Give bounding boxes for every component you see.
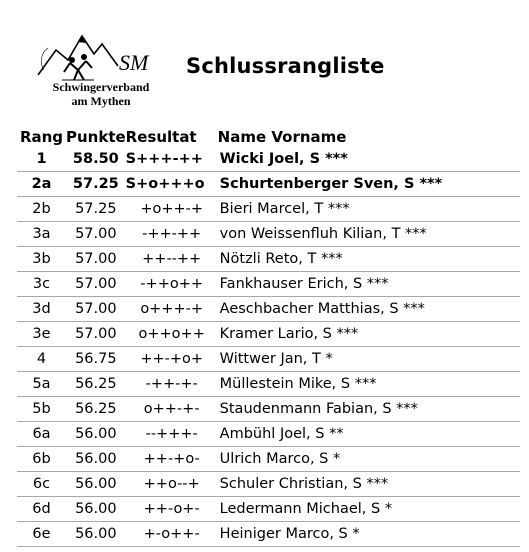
name-cell: Ulrich Marco, S * (218, 447, 520, 472)
points-cell: 56.00 (66, 422, 126, 447)
column-header-rang: Rang (19, 127, 64, 146)
name-cell: Fankhauser Erich, S *** (218, 272, 520, 297)
table-row (17, 397, 520, 422)
rank-cell: 3d (17, 297, 66, 322)
result-cell: +-o++- (126, 522, 218, 547)
points-cell: 57.00 (66, 222, 126, 247)
result-cell: o++o++ (126, 322, 218, 347)
result-cell: S+o+++o (126, 172, 218, 197)
name-cell: Nötzli Reto, T *** (218, 247, 520, 272)
result-cell: +o++-+ (126, 197, 218, 222)
result-cell: -++-+- (126, 372, 218, 397)
points-cell: 57.00 (66, 247, 126, 272)
points-cell: 56.00 (66, 522, 126, 547)
table-row (17, 197, 520, 222)
table-row (17, 272, 520, 297)
result-cell: ++-+o+ (126, 347, 218, 372)
name-cell: Müllestein Mike, S *** (218, 372, 520, 397)
rank-cell: 3b (17, 247, 66, 272)
result-cell: -++o++ (126, 272, 218, 297)
name-cell: Ambühl Joel, S ** (218, 422, 520, 447)
rank-cell: 6a (17, 422, 66, 447)
rank-cell: 3e (17, 322, 66, 347)
table-row (17, 322, 520, 347)
points-cell: 58.50 (66, 147, 126, 172)
name-cell: Wittwer Jan, T * (218, 347, 520, 372)
result-cell: --+++- (126, 422, 218, 447)
page-title: Schlussrangliste (186, 54, 385, 78)
points-cell: 57.00 (66, 322, 126, 347)
organization-name (36, 80, 166, 108)
points-cell: 56.75 (66, 347, 126, 372)
result-cell: ++-+o- (126, 447, 218, 472)
rank-cell: 6b (17, 447, 66, 472)
table-row (17, 147, 520, 172)
result-cell: o++-+- (126, 397, 218, 422)
table-row (17, 347, 520, 372)
points-cell: 56.00 (66, 447, 126, 472)
rank-cell: 2a (17, 172, 66, 197)
rank-cell: 6e (17, 522, 66, 547)
table-row (17, 172, 520, 197)
rank-cell: 5a (17, 372, 66, 397)
name-cell: Ledermann Michael, S * (218, 497, 520, 522)
table-header-row (17, 126, 520, 147)
table-row (17, 222, 520, 247)
rank-cell: 6c (17, 472, 66, 497)
points-cell: 57.00 (66, 297, 126, 322)
points-cell: 57.00 (66, 272, 126, 297)
table-row (17, 472, 520, 497)
rank-cell: 5b (17, 397, 66, 422)
result-cell: ++o--+ (126, 472, 218, 497)
points-cell: 56.00 (66, 472, 126, 497)
points-cell: 56.25 (66, 372, 126, 397)
column-header-name: Name Vorname (217, 127, 347, 146)
name-cell: von Weissenfluh Kilian, T *** (218, 222, 520, 247)
table-row (17, 247, 520, 272)
org-line-2: am Mythen (71, 94, 131, 108)
points-cell: 57.25 (66, 172, 126, 197)
name-cell: Wicki Joel, S *** (218, 147, 520, 172)
name-cell: Aeschbacher Matthias, S *** (218, 297, 520, 322)
rank-cell: 2b (17, 197, 66, 222)
points-cell: 57.25 (66, 197, 126, 222)
table-row (17, 497, 520, 522)
rank-cell: 4 (17, 347, 66, 372)
table-row (17, 372, 520, 397)
rank-cell: 1 (17, 147, 66, 172)
result-cell: ++-o+- (126, 497, 218, 522)
name-cell: Bieri Marcel, T *** (218, 197, 520, 222)
result-cell: -++-++ (126, 222, 218, 247)
name-cell: Schuler Christian, S *** (218, 472, 520, 497)
table-row (17, 297, 520, 322)
points-cell: 56.25 (66, 397, 126, 422)
rank-cell: 6d (17, 497, 66, 522)
name-cell: Schurtenberger Sven, S *** (218, 172, 520, 197)
column-header-resultat: Resultat (125, 127, 197, 146)
table-row (17, 447, 520, 472)
name-cell: Staudenmann Fabian, S *** (218, 397, 520, 422)
result-cell: o+++-+ (126, 297, 218, 322)
points-cell: 56.00 (66, 497, 126, 522)
ranking-table (17, 126, 520, 547)
name-cell: Kramer Lario, S *** (218, 322, 520, 347)
table-row (17, 522, 520, 547)
rank-cell: 3c (17, 272, 66, 297)
name-cell: Heiniger Marco, S * (218, 522, 520, 547)
result-cell: S+++-++ (126, 147, 218, 172)
column-header-punkte: Punkte (66, 127, 126, 146)
rank-cell: 3a (17, 222, 66, 247)
table-row (17, 422, 520, 447)
result-cell: ++--++ (126, 247, 218, 272)
logo-letters: SM (119, 50, 149, 75)
org-line-1: Schwingerverband (52, 80, 150, 94)
